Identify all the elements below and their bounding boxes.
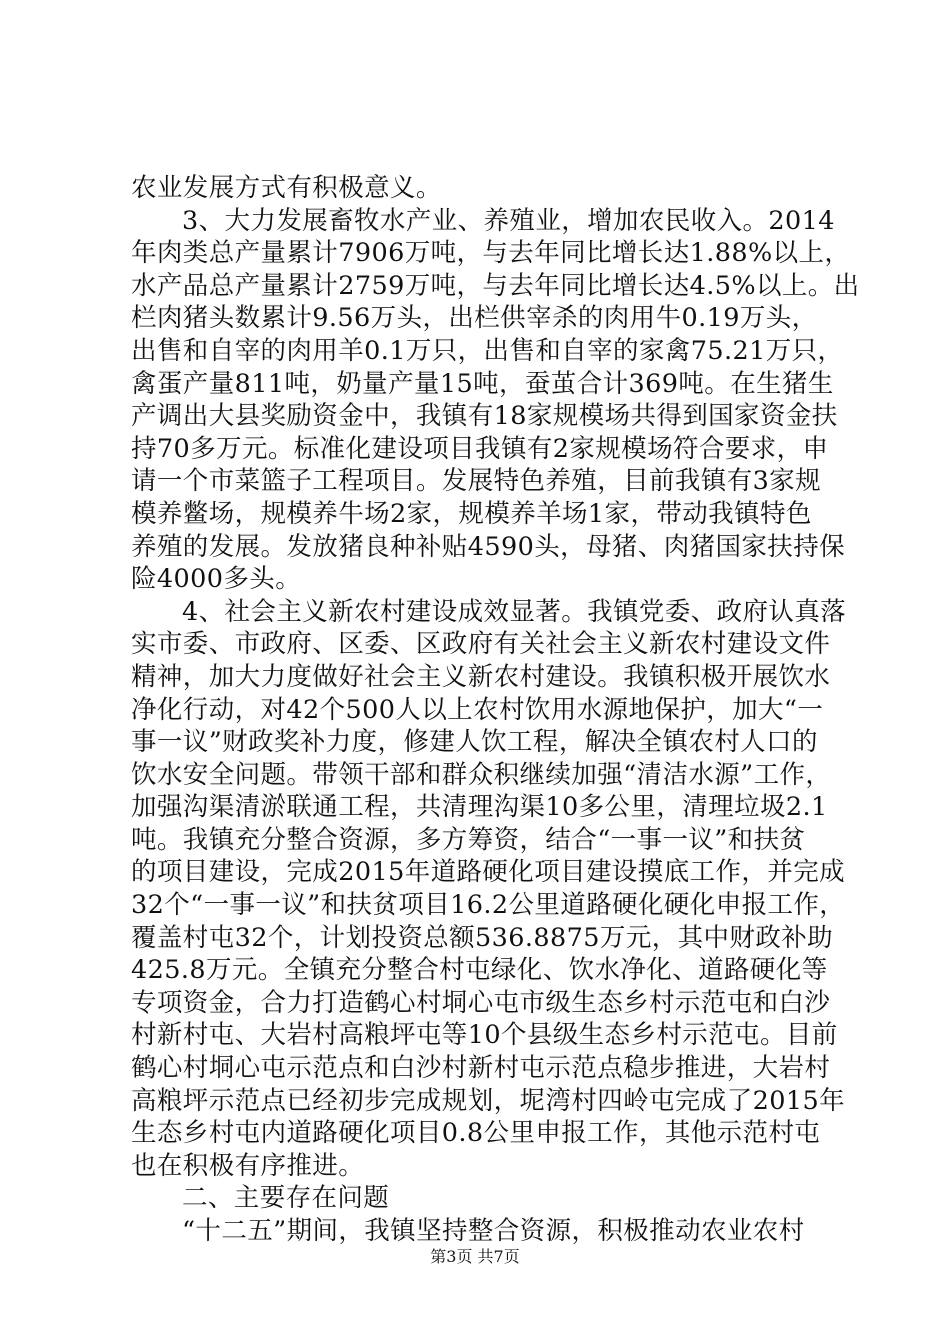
section-heading: 二、主要存在问题 bbox=[182, 1183, 390, 1214]
text-line: 产调出大县奖励资金中，我镇有18家规模场共得到国家资金扶 bbox=[131, 401, 838, 432]
text-line: 也在积极有序推进。 bbox=[131, 1150, 365, 1181]
text-line: 水产品总产量累计2759万吨，与去年同比增长达4.5%以上。出 bbox=[131, 270, 860, 301]
text-line: 年肉类总产量累计7906万吨，与去年同比增长达1.88%以上， bbox=[131, 238, 851, 269]
text-line: 专项资金，合力打造鹤心村垌心屯市级生态乡村示范屯和白沙 bbox=[131, 987, 831, 1018]
text-line: 村新村屯、大岩村高粮坪屯等10个县级生态乡村示范屯。目前 bbox=[131, 1020, 838, 1051]
text-line: 覆盖村屯32个，计划投资总额536.8875万元，其中财政补助 bbox=[131, 922, 834, 953]
text-line: 生态乡村屯内道路硬化项目0.8公里申报工作，其他示范村屯 bbox=[131, 1118, 821, 1149]
text-line: 425.8万元。全镇充分整合村屯绿化、饮水净化、道路硬化等 bbox=[131, 955, 828, 986]
text-line: 精神，加大力度做好社会主义新农村建设。我镇积极开展饮水 bbox=[131, 661, 831, 692]
text-line: “十二五”期间，我镇坚持整合资源，积极推动农业农村 bbox=[182, 1216, 805, 1246]
text-line: 吨。我镇充分整合资源，多方筹资，结合“一事一议”和扶贫 bbox=[131, 824, 806, 855]
text-line: 出售和自宰的肉用羊0.1万只，出售和自宰的家禽75.21万只， bbox=[131, 335, 844, 366]
text-line: 禽蛋产量811吨，奶量产量15吨，蚕茧合计369吨。在生猪生 bbox=[131, 368, 834, 399]
text-line: 持70多万元。标准化建设项目我镇有2家规模场符合要求，申 bbox=[131, 433, 829, 464]
text-line: 高粮坪示范点已经初步完成规划，坭湾村四岭屯完成了2015年 bbox=[131, 1085, 845, 1116]
text-line: 鹤心村垌心屯示范点和白沙村新村屯示范点稳步推进，大岩村 bbox=[131, 1053, 831, 1084]
text-line: 险4000多头。 bbox=[131, 564, 302, 595]
text-line: 事一议”财政奖补力度，修建人饮工程，解决全镇农村人口的 bbox=[131, 727, 818, 758]
text-line: 净化行动，对42个500人以上农村饮用水源地保护，加大“一 bbox=[131, 694, 824, 725]
text-line: 饮水安全问题。带领干部和群众积继续加强“清洁水源”工作， bbox=[131, 759, 832, 790]
text-line: 实市委、市政府、区委、区政府有关社会主义新农村建设文件 bbox=[131, 629, 831, 660]
page-number-footer: 第3页 共7页 bbox=[430, 1247, 520, 1266]
text-line: 养殖的发展。发放猪良种补贴4590头，母猪、肉猪国家扶持保 bbox=[131, 531, 845, 562]
text-line: 32个“一事一议”和扶贫项目16.2公里道路硬化硬化申报工作， bbox=[131, 890, 846, 921]
text-line: 的项目建设，完成2015年道路硬化项目建设摸底工作，并完成 bbox=[131, 857, 845, 888]
text-line: 农业发展方式有积极意义。 bbox=[131, 173, 442, 203]
text-line: 4、社会主义新农村建设成效显著。我镇党委、政府认真落 bbox=[182, 596, 847, 627]
text-line: 请一个市菜篮子工程项目。发展特色养殖，目前我镇有3家规 bbox=[131, 466, 822, 497]
text-line: 3、大力发展畜牧水产业、养殖业，增加农民收入。2014 bbox=[182, 205, 835, 236]
text-line: 模养鳖场，规模养牛场2家，规模养羊场1家，带动我镇特色 bbox=[131, 498, 812, 529]
text-line: 栏肉猪头数累计9.56万头，出栏供宰杀的肉用牛0.19万头， bbox=[131, 303, 818, 334]
text-line: 加强沟渠清淤联通工程，共清理沟渠10多公里，清理垃圾2.1 bbox=[131, 792, 828, 823]
document-body bbox=[131, 172, 860, 1248]
